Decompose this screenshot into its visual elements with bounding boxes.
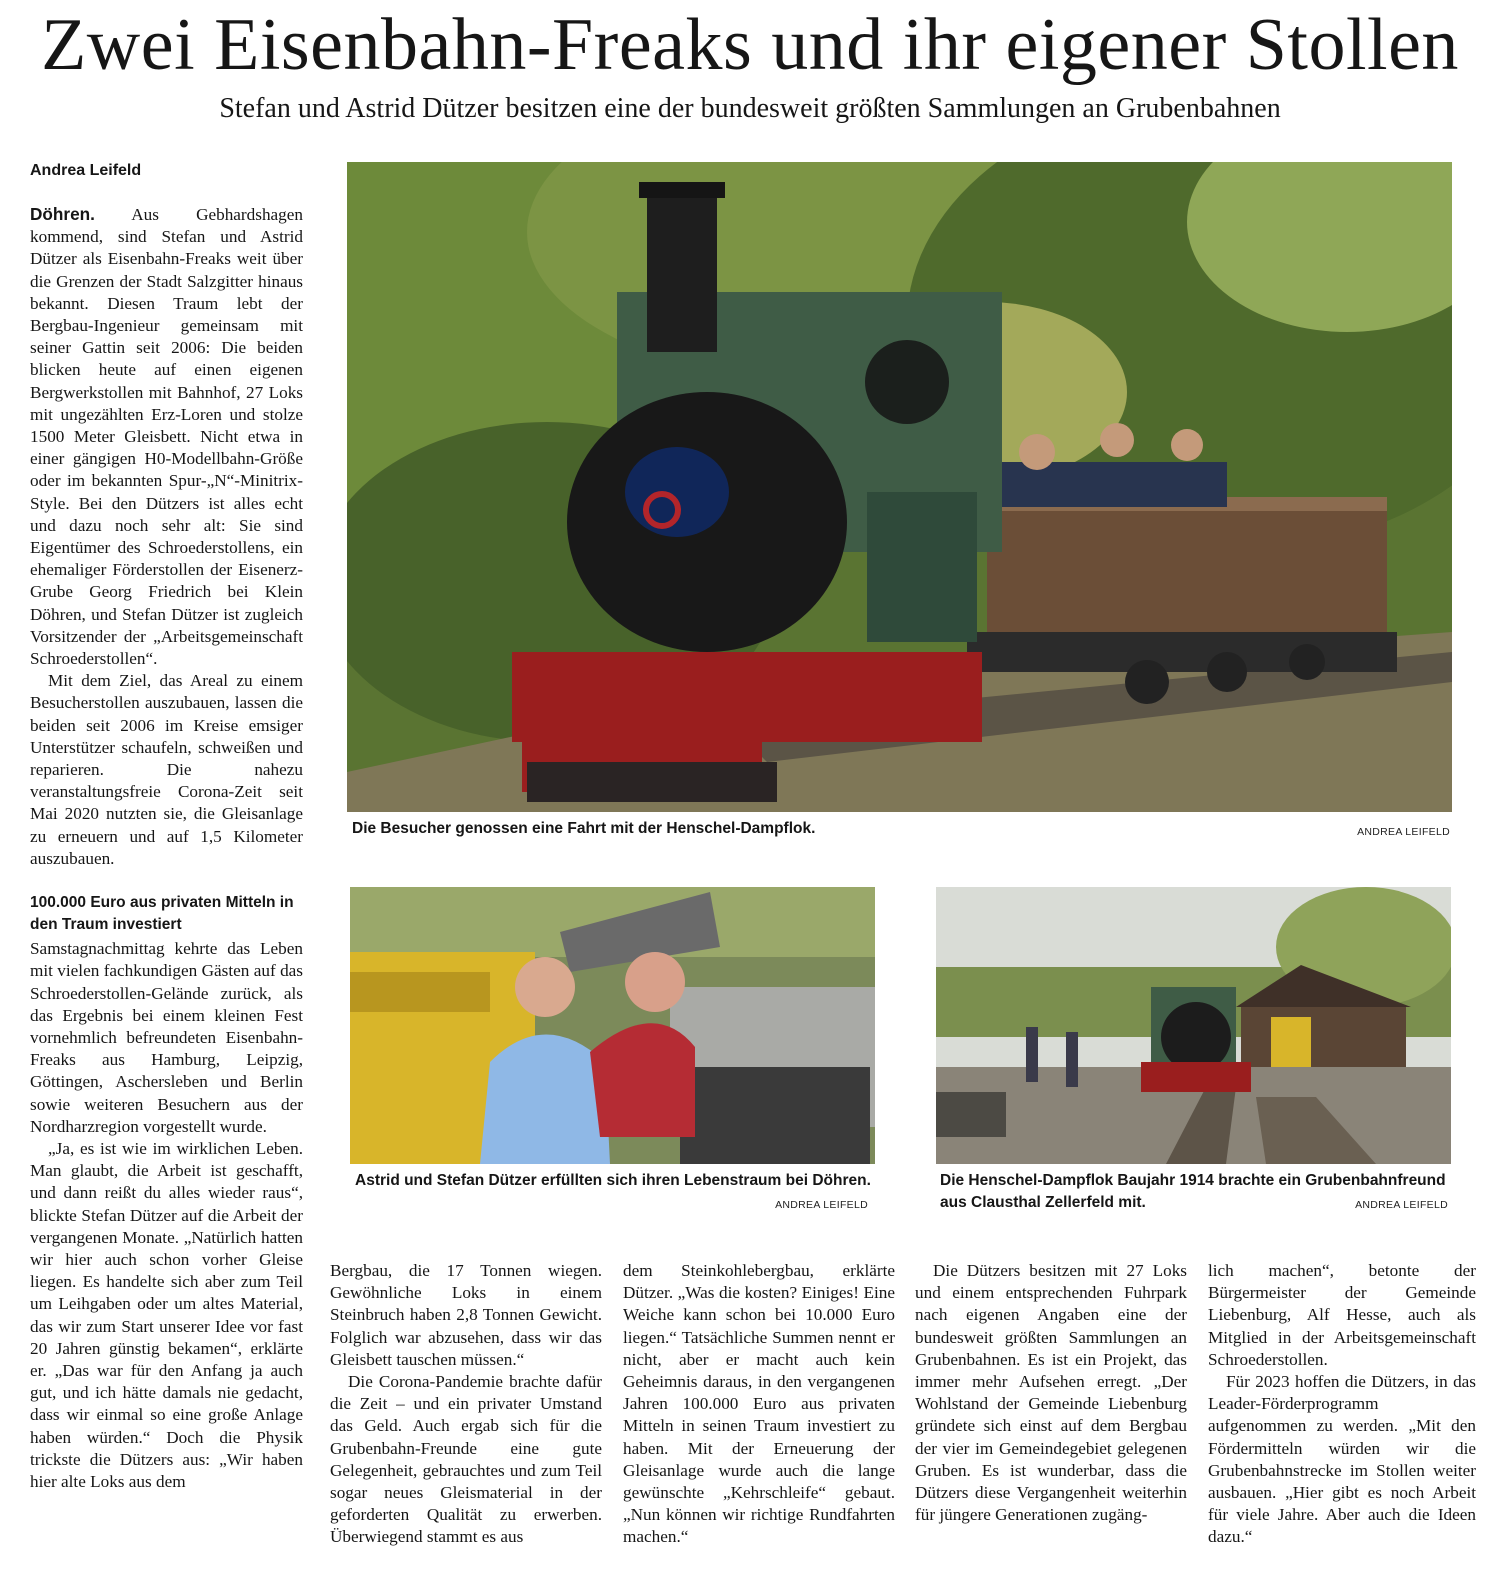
headline: Zwei Eisenbahn-Freaks und ihr eigener Stollen bbox=[41, 4, 1459, 86]
photo-couple bbox=[350, 887, 875, 1164]
paragraph: Bergbau, die 17 Tonnen wiegen. Gewöhnliche Loks in einem Steinbruch haben 2,8 Tonnen Gewicht. Folglich war abzusehen, dass wir das Gleisbett tauschen müssen.“ bbox=[330, 1261, 602, 1369]
subheadline: Stefan und Astrid Dützer besitzen eine der bundesweit größten Sammlungen an Grubenbahnen bbox=[219, 93, 1281, 124]
article-column-3 bbox=[623, 1260, 895, 1549]
paragraph-text: Aus Gebhardshagen kommend, sind Stefan und Astrid Dützer als Eisenbahn-Freaks weit über die Grenzen der Stadt Salzgitter hinaus bekannt. Diesen Traum lebt der Bergbau-Ingenieur gemeinsam mit seiner Gattin seit 2006: Die beiden blicken heute auf einen eigenen Bergwerkstollen mit Bahnhof, 27 Loks mit ungezählten Erz-Loren und stolze 1500 Meter Gleisbett. Nicht etwa in einer gängigen H0-Modellbahn-Größe oder im bekannten Spur-„N“-Minitrix-Style. Bei den Dützers ist alles echt und dazu noch sehr alt: Sie sind Eigentümer des Schroederstollens, ein ehemaliger Förderstollen der Eisenerz-Grube Georg Friedrich bei Klein Döhren, und Stefan Dützer ist zugleich Vorsitzender der „Arbeitsgemeinschaft Schroederstollen“. bbox=[30, 205, 303, 669]
paragraph: Mit dem Ziel, das Areal zu einem Besucherstollen auszubauen, lassen die beiden seit 2006 im Kreise emsiger Unterstützer schaufeln, schweißen und reparieren. Die nahezu veranstaltungsfreie Corona-Zeit seit Mai 2020 nutzten sie, die Gleisanlage zu erneuern und auf 1,5 Kilometer auszubauen. bbox=[30, 671, 303, 868]
caption-couple-photo: Astrid und Stefan Dützer erfüllten sich ihren Lebenstraum bei Döhren. bbox=[355, 1172, 871, 1189]
article-column-4 bbox=[915, 1260, 1187, 1526]
photo-station bbox=[936, 887, 1451, 1164]
paragraph: dem Steinkohlebergbau, erklärte Dützer. „Was die kosten? Einiges! Eine Weiche kann schon bei 10.000 Euro liegen.“ Tatsächliche Summen nennt er nicht, aber er macht auch kein Geheimnis daraus, in den vergangenen Jahren 100.000 Euro aus privaten Mitteln in seinen Traum investiert zu haben. Mit der Erneuerung der Gleisanlage wurde auch die lange gewünschte „Kehrschleife“ gebaut. „Nun können wir richtige Rundfahrten machen.“ bbox=[623, 1261, 895, 1547]
paragraph: Die Corona-Pandemie brachte dafür die Zeit – und ein privater Umstand das Geld. Auch ergab sich für die Grubenbahn-Freunde eine gute Gelegenheit, gebrauchtes und zum Teil sogar neues Gleismaterial in der geforderten Qualität zu erwerben. Überwiegend stammt es aus bbox=[330, 1372, 602, 1547]
paragraph bbox=[30, 203, 303, 670]
dateline: Döhren. bbox=[30, 204, 95, 224]
article-column-5 bbox=[1208, 1260, 1476, 1549]
paragraph: „Ja, es ist wie im wirklichen Leben. Man glaubt, die Arbeit ist geschafft, und dann reißt du alles wieder raus“, blickte Stefan Dützer auf die Arbeit der vergangenen Monate. „Natürlich hatten wir hier auch schon vorher Gleise liegen. Es handelte sich aber zum Teil um Leihgaben oder um altes Material, das wir zum Start unserer Idee vor fast 20 Jahren günstig bekamen“, erklärte er. „Das war für den Anfang ja auch gut, und ich hätte damals nie gedacht, dass wir einmal so eine große Anlage haben würden.“ Doch die Physik trickste die Dützers aus: „Wir haben hier alte Loks aus dem bbox=[30, 1138, 303, 1491]
paragraph: Samstagnachmittag kehrte das Leben mit vielen fachkundigen Gästen auf das Schroederstollen-Gelände zurück, als das Ergebnis bei einem kleinen Fest vornehmlich befreundeten Eisenbahn-Freaks aus Hamburg, Leipzig, Göttingen, Aschersleben und Berlin sowie weiteren Besuchern aus der Nordharzregion vorgestellt wurde. bbox=[30, 939, 303, 1136]
author-byline: Andrea Leifeld bbox=[30, 162, 142, 179]
photo-credit: ANDREA LEIFELD bbox=[1357, 826, 1450, 838]
photo-credit: ANDREA LEIFELD bbox=[1355, 1199, 1448, 1211]
photo-credit: ANDREA LEIFELD bbox=[775, 1199, 868, 1211]
paragraph: Für 2023 hoffen die Dützers, in das Leader-Förderprogramm aufgenommen zu werden. „Mit den Fördermitteln würden wir die Grubenbahnstrecke im Stollen weiter ausbauen. „Hier gibt es noch Arbeit für viele Jahre. Aber auch die Ideen dazu.“ bbox=[1208, 1372, 1476, 1547]
caption-main-photo: Die Besucher genossen eine Fahrt mit der Henschel-Dampflok. bbox=[352, 820, 816, 837]
caption-station-photo: Die Henschel-Dampflok Baujahr 1914 brachte ein Grubenbahnfreund aus Clausthal Zellerfeld mit. bbox=[940, 1172, 1446, 1211]
article-column-2 bbox=[330, 1260, 602, 1549]
article-column-1 bbox=[30, 203, 303, 1493]
photo-steam-train bbox=[347, 162, 1452, 812]
subheading: 100.000 Euro aus privaten Mitteln in den Traum investiert bbox=[30, 894, 294, 934]
paragraph: lich machen“, betonte der Bürgermeister der Gemeinde Liebenburg, Alf Hesse, auch als Mitglied in der Arbeitsgemeinschaft Schroederstollen. bbox=[1208, 1261, 1476, 1369]
paragraph: Die Dützers besitzen mit 27 Loks und einem entsprechenden Fuhrpark nach eigenen Angaben eine der bundesweit größten Sammlungen an Grubenbahnen. Es ist ein Projekt, das immer mehr Aufsehen erregt. „Der Wohlstand der Gemeinde Liebenburg gründete sich einst auf dem Bergbau der vier im Gemeindegebiet gelegenen Gruben. Es ist wunderbar, dass die Dützers diese Vergangenheit weiterhin für jüngere Generationen zugäng- bbox=[915, 1261, 1187, 1525]
